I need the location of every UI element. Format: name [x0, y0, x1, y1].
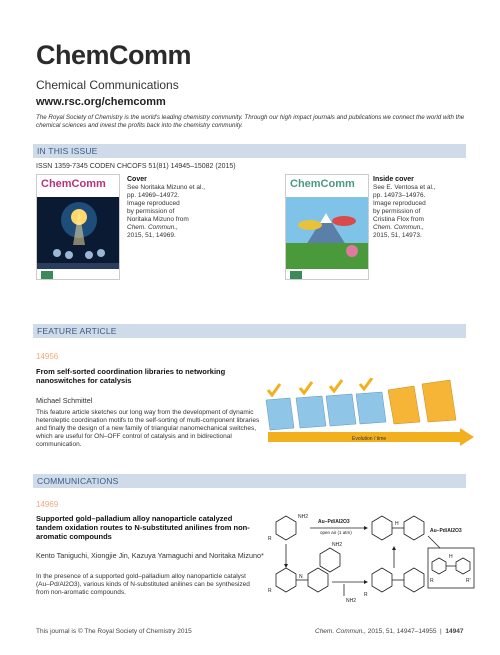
- product-h-label: H: [449, 554, 453, 560]
- communications-authors: Kento Taniguchi, Xiongjie Jin, Kazuya Yamaguchi and Noritaka Mizuno*: [36, 551, 264, 560]
- communications-abstract: In the presence of a supported gold–palladium alloy nanoparticle catalyst (Au–Pd/Al2O3), various kinds of N-substituted anilines can be synthesized from non-aromatic compounds.: [36, 573, 250, 596]
- footer-copyright: This journal is © The Royal Society of Chemistry 2015: [36, 628, 192, 635]
- panel: [356, 392, 386, 424]
- inside-cover-caption-line: pp. 14973–14976.: [373, 192, 426, 199]
- cover-logo: ChemComm: [41, 178, 106, 190]
- inside-cover-caption-line: Image reproduced: [373, 200, 426, 207]
- in-this-issue-band: [33, 144, 466, 158]
- issn-line: ISSN 1359-7345 CODEN CHCOFS 51(81) 14945–15082 (2015): [36, 163, 236, 170]
- condition-label: open air (1 atm): [320, 530, 352, 535]
- check-icon: [360, 378, 372, 389]
- inside-cover-artwork: [286, 175, 369, 280]
- check-icon: [268, 384, 280, 395]
- footer-citation-rest: 2015, 51, 14947–14955: [367, 628, 437, 635]
- inside-cover-citation-journal: Chem. Commun.,: [373, 224, 424, 231]
- reaction-scheme: [264, 508, 476, 608]
- cover-caption-line: by permission of: [127, 208, 175, 215]
- panel: [296, 396, 326, 428]
- cover-caption: [127, 176, 209, 240]
- feature-author: Michael Schmittel: [36, 396, 93, 405]
- evolution-arrow-label: Evolution / time: [352, 436, 387, 442]
- journal-url[interactable]: www.rsc.org/chemcomm: [36, 96, 166, 108]
- panel: [326, 394, 356, 426]
- inside-cover-caption-line: by permission of: [373, 208, 421, 215]
- communications-band: [33, 474, 466, 488]
- feature-abstract: This feature article sketches our long way from the development of dynamic heteroleptic coordination motifs to the self-sorting of multi-component libraries and finally the design of a new family of triangular nanomechanical switches, which are useful for ON–OFF control of catalysis and in bidirectional communication.: [36, 409, 260, 448]
- r-label-bottom: R: [268, 588, 272, 594]
- inside-cover-caption-line: Cristina Flox from: [373, 216, 424, 223]
- product-r-prime-label: R': [466, 578, 471, 584]
- footer-journal: Chem. Commun.,: [315, 628, 366, 635]
- inside-cover-caption: [373, 176, 455, 240]
- check-icon: [300, 382, 312, 393]
- feature-article-heading: FEATURE ARTICLE: [37, 326, 117, 336]
- society-blurb: The Royal Society of Chemistry is the world's leading chemistry community. Through our high impact journals and publications we connect the world with the chemical sciences and invest the profits back into the chemistry community.: [36, 114, 465, 129]
- footer-page-number: 14947: [445, 628, 464, 635]
- cover-caption-line: Image reproduced: [127, 200, 180, 207]
- inside-cover-logo: ChemComm: [290, 178, 355, 190]
- inside-cover-citation: 2015, 51, 14973.: [373, 232, 422, 239]
- cover-citation-journal: Chem. Commun.,: [127, 224, 178, 231]
- cyclohexyl-ring: [276, 516, 296, 540]
- nh-label: H: [395, 521, 399, 527]
- r-label: R: [268, 536, 272, 542]
- n-label: N: [299, 574, 303, 580]
- cover-caption-title: Cover: [127, 176, 147, 183]
- nh2-label: NH2: [298, 514, 309, 520]
- footer-citation: Chem. Commun., 2015, 51, 14947–14955 | 14947: [315, 628, 464, 635]
- nh2-label-bottom: NH2: [346, 598, 357, 604]
- feature-article-title[interactable]: From self-sorted coordination libraries to networking nanoswitches for catalysis: [36, 367, 226, 385]
- catalyst-label-right: Au–Pd/Al2O3: [430, 528, 462, 534]
- inside-cover-thumbnail[interactable]: [285, 174, 369, 280]
- inside-cover-caption-title: Inside cover: [373, 176, 414, 183]
- catalyst-label: Au–Pd/Al2O3: [318, 519, 350, 525]
- feature-graphic: [264, 378, 476, 446]
- check-icon: [330, 380, 342, 391]
- panel: [422, 380, 456, 422]
- cover-thumbnail[interactable]: [36, 174, 120, 280]
- communications-heading: COMMUNICATIONS: [37, 476, 119, 486]
- cover-caption-line: pp. 14969–14972.: [127, 192, 180, 199]
- r-label-mid: R: [364, 592, 368, 598]
- cover-caption-line: See Noritaka Mizuno et al.,: [127, 184, 206, 191]
- communications-page-number: 14969: [36, 500, 59, 509]
- in-this-issue-heading: IN THIS ISSUE: [37, 146, 98, 156]
- journal-subtitle: Chemical Communications: [36, 78, 179, 92]
- panel: [266, 398, 294, 430]
- journal-title: ChemComm: [36, 40, 192, 70]
- inside-cover-caption-line: See E. Ventosa et al.,: [373, 184, 436, 191]
- nh2-label-mid: NH2: [332, 542, 343, 548]
- communications-article-title[interactable]: Supported gold–palladium alloy nanoparticle catalyzed tandem oxidation routes to N-substituted anilines from non-aromatic compounds: [36, 514, 250, 541]
- panel: [388, 386, 420, 424]
- cover-artwork: [37, 175, 120, 280]
- feature-page-number: 14956: [36, 352, 59, 361]
- feature-article-band: [33, 324, 466, 338]
- product-r-label: R: [430, 578, 434, 584]
- cover-citation: 2015, 51, 14969.: [127, 232, 176, 239]
- cover-caption-line: Noritaka Mizuno from: [127, 216, 189, 223]
